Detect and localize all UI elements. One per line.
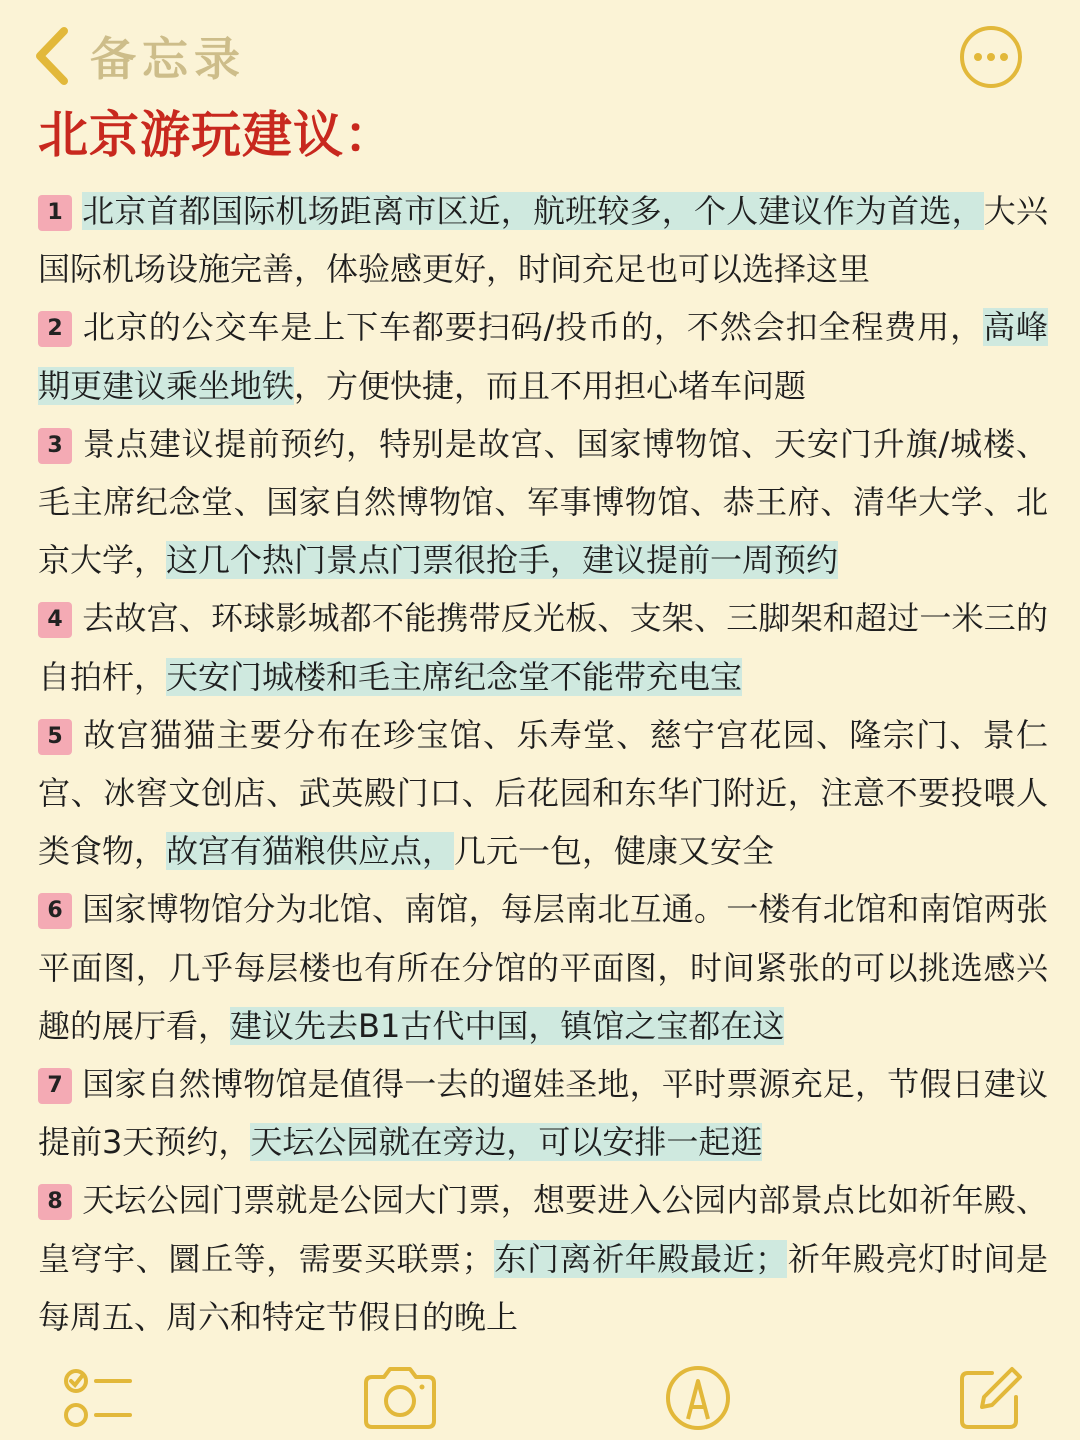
highlighted-text: 天坛公园就在旁边，可以安排一起逛 bbox=[250, 1123, 763, 1162]
checklist-icon bbox=[60, 1363, 140, 1433]
note-title: 北京游玩建议： bbox=[38, 106, 395, 164]
note-item bbox=[38, 1171, 1048, 1346]
note-text: 大兴国际机场设施完善，体验感更好，时间充足也可以选择这里 bbox=[38, 192, 1048, 289]
highlighted-text: 北京首都国际机场距离市区近，航班较多，个人建议作为首选， bbox=[82, 192, 984, 230]
pen-markup-icon bbox=[658, 1363, 738, 1433]
note-text: 北京的公交车是上下车都要扫码/投币的，不然会扣全程费用， bbox=[82, 308, 984, 347]
note-text: 故宫猫猫主要分布在珍宝馆、乐寿堂、慈宁宫花园、隆宗门、景仁宫、冰窖文创店、武英殿门口、后花园和东华门附近，注意不要投喂人类食物， bbox=[38, 715, 1048, 871]
item-number-badge: 2 bbox=[38, 311, 72, 347]
back-button[interactable] bbox=[30, 24, 246, 88]
note-item bbox=[38, 589, 1048, 705]
note-text: 景点建议提前预约，特别是故宫、国家博物馆、天安门升旗/城楼、毛主席纪念堂、国家自然博物馆、军事博物馆、恭王府、清华大学、北京大学， bbox=[38, 424, 1048, 580]
note-text: 几元一包，健康又安全 bbox=[454, 832, 775, 871]
note-text: 国家自然博物馆是值得一去的遛娃圣地，平时票源充足，节假日建议提前3天预约， bbox=[38, 1065, 1048, 1162]
camera-icon bbox=[360, 1363, 440, 1433]
highlighted-text: 东门离祈年殿最近； bbox=[493, 1239, 788, 1278]
highlighted-text: 故宫有猫粮供应点， bbox=[166, 832, 455, 871]
compose-icon bbox=[952, 1363, 1032, 1433]
highlighted-text: 建议先去B1古代中国，镇馆之宝都在这 bbox=[230, 1006, 785, 1045]
item-number-badge: 4 bbox=[38, 602, 72, 638]
more-dots-icon bbox=[973, 52, 1009, 62]
bottom-toolbar bbox=[0, 1345, 1080, 1440]
note-item bbox=[38, 415, 1048, 590]
note-body[interactable] bbox=[38, 182, 1048, 1346]
item-number-badge: 1 bbox=[38, 195, 72, 231]
note-text: 国家博物馆分为北馆、南馆，每层南北互通。一楼有北馆和南馆两张平面图，几乎每层楼也有所在分馆的平面图，时间紧张的可以挑选感兴趣的展厅看， bbox=[38, 890, 1048, 1045]
item-number-badge: 7 bbox=[38, 1068, 72, 1104]
top-bar bbox=[0, 0, 1080, 110]
markup-button[interactable] bbox=[658, 1363, 738, 1433]
note-item bbox=[38, 298, 1048, 414]
note-text: 祈年殿亮灯时间是每周五、周六和特定节假日的晚上 bbox=[38, 1239, 1048, 1336]
item-number-badge: 8 bbox=[38, 1184, 72, 1220]
item-number-badge: 3 bbox=[38, 428, 72, 464]
compose-button[interactable] bbox=[952, 1363, 1032, 1433]
checklist-button[interactable] bbox=[60, 1363, 140, 1433]
item-number-badge: 5 bbox=[38, 719, 72, 755]
highlighted-text: 这几个热门景点门票很抢手，建议提前一周预约 bbox=[166, 541, 839, 580]
highlighted-text: 高峰期更建议乘坐地铁 bbox=[38, 308, 1048, 405]
note-text: 天坛公园门票就是公园大门票，想要进入公园内部景点比如祈年殿、皇穹宇、圜丘等，需要买联票； bbox=[38, 1181, 1048, 1278]
note-item bbox=[38, 1055, 1048, 1171]
camera-button[interactable] bbox=[360, 1363, 440, 1433]
note-text: 去故宫、环球影城都不能携带反光板、支架、三脚架和超过一米三的自拍杆， bbox=[38, 599, 1048, 696]
back-label: 备忘录 bbox=[90, 32, 246, 86]
note-item bbox=[38, 880, 1048, 1055]
note-item bbox=[38, 182, 1048, 298]
highlighted-text: 天安门城楼和毛主席纪念堂不能带充电宝 bbox=[166, 657, 743, 696]
item-number-badge: 6 bbox=[38, 893, 72, 929]
more-button[interactable] bbox=[960, 26, 1022, 88]
note-item bbox=[38, 706, 1048, 881]
chevron-left-icon bbox=[30, 25, 72, 87]
note-text: ，方便快捷，而且不用担心堵车问题 bbox=[294, 366, 807, 405]
